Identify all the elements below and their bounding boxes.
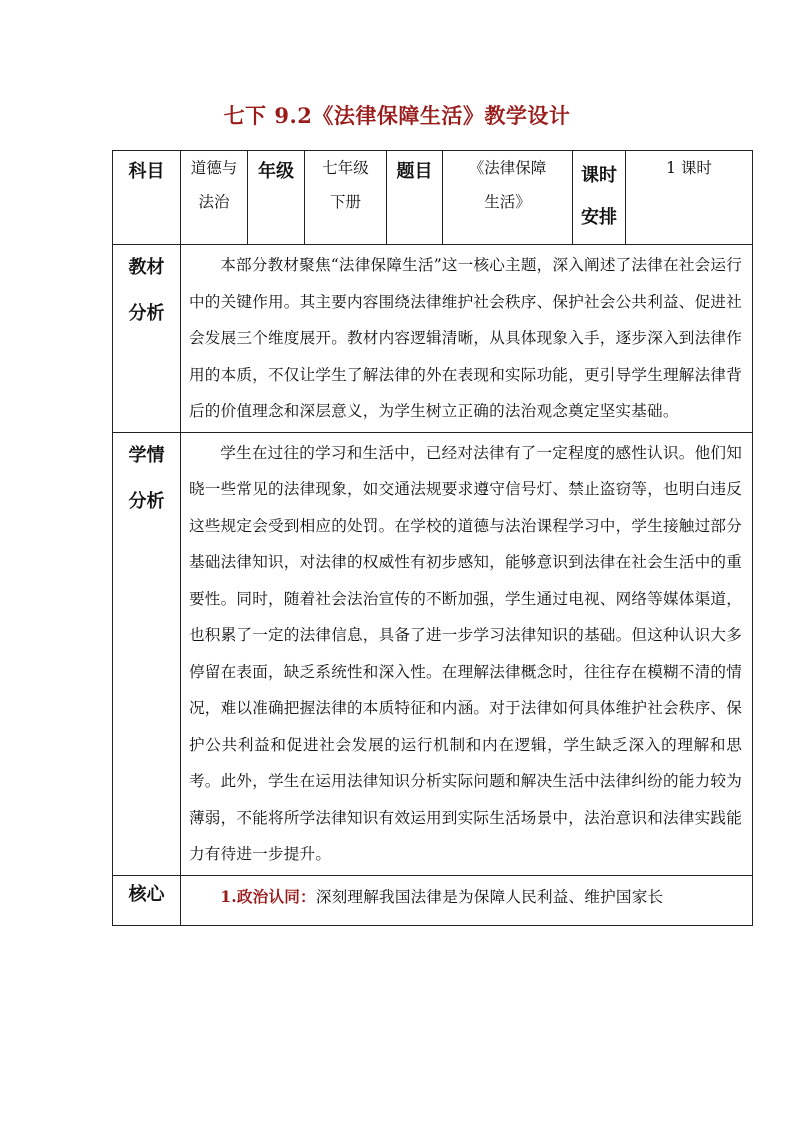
period-value: 1 课时 xyxy=(666,159,712,177)
student-analysis-text: 学生在过往的学习和生活中，已经对法律有了一定程度的感性认识。他们知晓一些常见的法律现象，如交通法规要求遵守信号灯、禁止盗窃等，也明白违反这些规定会受到相应的处罚。在学校的道德与法治课程学习中，学生接触过部分基础法律知识，对法律的权威性有初步感知，能够意识到法律在社会生活中的重要性。同时，随着社会法治宣传的不断加强，学生通过电视、网络等媒体渠道，也积累了一定的法律信息，具备了进一步学习法律知识的基础。但这种认识大多停留在表面，缺乏系统性和深入性。在理解法律概念时，往往存在模糊不清的情况，难以准确把握法律的本质特征和内涵。对于法律如何具体维护社会秩序、保护公共利益和促进社会发展的运行机制和内在逻辑，学生缺乏深入的理解和思考。此外，学生在运用法律知识分析实际问题和解决生活中法律纠纷的能力较为薄弱，不能将所学法律知识有效运用到实际生活场景中，法治意识和法律实践能力有待进一步提升。 xyxy=(189,443,742,863)
core-label: 核心 xyxy=(128,883,165,905)
header-row xyxy=(113,151,753,245)
subject-value-cell xyxy=(181,151,248,245)
period-value-cell xyxy=(626,151,753,245)
core-content-cell xyxy=(181,875,753,925)
grade-value-cell xyxy=(305,151,387,245)
textbook-analysis-label-cell xyxy=(113,245,181,433)
student-analysis-content-cell xyxy=(181,432,753,875)
grade-label-cell xyxy=(248,151,305,245)
topic-label: 题目 xyxy=(396,161,433,182)
core-label-cell xyxy=(113,875,181,925)
subject-label-cell xyxy=(113,151,181,245)
topic-value-line-1: 《法律保障 xyxy=(468,159,547,177)
subject-value-line-2: 法治 xyxy=(198,193,230,211)
core-text-line xyxy=(181,876,752,918)
lesson-plan-table xyxy=(112,150,753,926)
period-label-line-2: 安排 xyxy=(581,207,617,228)
core-item-heading: 1.政治认同： xyxy=(220,886,316,906)
student-analysis-label-line-2: 分析 xyxy=(128,490,165,512)
textbook-analysis-text: 本部分教材聚焦“法律保障生活”这一核心主题，深入阐述了法律在社会运行中的关键作用。其主要内容围绕法律维护社会秩序、保护社会公共利益、促进社会发展三个维度展开。教材内容逻辑清晰，从具体现象入手，逐步深入到法律作用的本质，不仅让学生了解法律的外在表现和实际功能，更引导学生理解法律背后的价值理念和深层意义，为学生树立正确的法治观念奠定坚实基础。 xyxy=(189,256,742,420)
period-label-cell xyxy=(573,151,626,245)
core-row xyxy=(113,875,753,925)
topic-value-cell xyxy=(443,151,573,245)
textbook-analysis-content-cell xyxy=(181,245,753,433)
grade-label: 年级 xyxy=(258,161,294,182)
core-item-text: 深刻理解我国法律是为保障人民利益、维护国家长 xyxy=(315,887,664,906)
topic-label-cell xyxy=(387,151,443,245)
student-analysis-label-cell xyxy=(113,432,181,875)
grade-value-line-1: 七年级 xyxy=(322,159,369,177)
textbook-analysis-label-line-1: 教材 xyxy=(128,257,165,278)
subject-label: 科目 xyxy=(128,161,165,182)
topic-value-line-2: 生活》 xyxy=(484,193,531,211)
grade-value-line-2: 下册 xyxy=(329,193,361,211)
textbook-analysis-row xyxy=(113,245,753,433)
student-analysis-label-line-1: 学情 xyxy=(128,444,165,466)
textbook-analysis-label-line-2: 分析 xyxy=(128,303,165,324)
subject-value-line-1: 道德与 xyxy=(190,159,238,177)
student-analysis-row xyxy=(113,432,753,875)
period-label-line-1: 课时 xyxy=(581,165,617,186)
document-title: 七下 9.2《法律保障生活》教学设计 xyxy=(223,103,571,128)
